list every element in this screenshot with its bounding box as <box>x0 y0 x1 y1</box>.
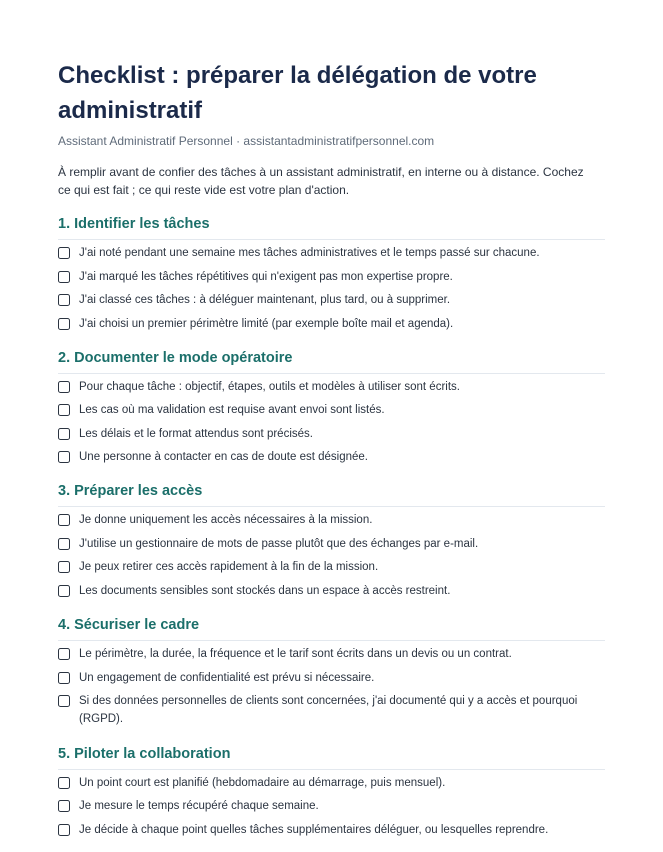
section-title: 5. Piloter la collaboration <box>58 744 605 770</box>
page-title: Checklist : préparer la délégation de votre administratif <box>58 62 537 124</box>
checklist-item-label: Le périmètre, la durée, la fréquence et le tarif sont écrits dans un devis ou un contrat. <box>79 648 512 661</box>
checklist-section <box>58 744 605 839</box>
checkbox-icon[interactable] <box>58 800 70 812</box>
checkbox-icon[interactable] <box>58 824 70 836</box>
checklist-item <box>58 535 599 553</box>
checklist-item-label: Les délais et le format attendus sont précisés. <box>79 427 313 440</box>
checklist-item-label: J'ai classé ces tâches : à déléguer maintenant, plus tard, ou à supprimer. <box>79 294 451 306</box>
checklist-item-label: Je décide à chaque point quelles tâches supplémentaires déléguer, ou lesquelles reprendre. <box>79 823 549 836</box>
checklist-items <box>58 378 605 467</box>
checklist-item-label: Si des données personnelles de clients sont concernées, j'ai documenté qui y a accès et pourquoi (RGPD). <box>79 695 578 726</box>
checklist-item <box>58 692 599 728</box>
checklist-item-label: J'ai marqué les tâches répétitives qui n'exigent pas mon expertise propre. <box>79 270 453 283</box>
checklist-section <box>58 348 605 467</box>
intro-paragraph: À remplir avant de confier des tâches à un assistant administratif, en interne ou à distance. Cochez ce qui est fait ; ce qui reste vide est votre plan d'action. <box>58 165 584 197</box>
checklist-item-label: Un engagement de confidentialité est prévu si nécessaire. <box>79 671 375 684</box>
checkbox-icon[interactable] <box>58 404 70 416</box>
checklist-item <box>58 291 599 309</box>
section-title: 2. Documenter le mode opératoire <box>58 348 605 374</box>
section-title: 3. Préparer les accès <box>58 481 605 507</box>
checklist-item-label: Les cas où ma validation est requise avant envoi sont listés. <box>79 404 385 417</box>
checkbox-icon[interactable] <box>58 294 70 306</box>
checkbox-icon[interactable] <box>58 585 70 597</box>
checklist-item <box>58 774 599 792</box>
checklist-item-label: Je donne uniquement les accès nécessaires à la mission. <box>79 514 373 527</box>
checklist-item <box>58 378 599 396</box>
checkbox-icon[interactable] <box>58 318 70 330</box>
checklist-item <box>58 558 599 576</box>
checkbox-icon[interactable] <box>58 538 70 550</box>
checkbox-icon[interactable] <box>58 695 70 707</box>
checkbox-icon[interactable] <box>58 777 70 789</box>
checklist-item-label: Une personne à contacter en cas de doute est désignée. <box>79 451 368 464</box>
checklist-item-label: Un point court est planifié (hebdomadaire au démarrage, puis mensuel). <box>79 776 446 789</box>
checklist-item <box>58 244 599 262</box>
checklist-item <box>58 645 599 663</box>
checklist-item-label: Je mesure le temps récupéré chaque semaine. <box>79 800 319 813</box>
checklist-item <box>58 401 599 419</box>
checklist-item-label: J'ai choisi un premier périmètre limité (par exemple boîte mail et agenda). <box>79 317 454 330</box>
checklist-item <box>58 315 599 333</box>
checkbox-icon[interactable] <box>58 648 70 660</box>
checklist-item <box>58 448 599 466</box>
checklist-item <box>58 511 599 529</box>
checkbox-icon[interactable] <box>58 672 70 684</box>
checklist-item-label: J'utilise un gestionnaire de mots de passe plutôt que des échanges par e-mail. <box>79 537 479 550</box>
section-title: 1. Identifier les tâches <box>58 214 605 240</box>
checklist-items <box>58 511 605 600</box>
checklist-item <box>58 797 599 815</box>
checklist-item-label: J'ai noté pendant une semaine mes tâches administratives et le temps passé sur chacune. <box>79 247 540 259</box>
checklist-item <box>58 582 599 600</box>
checkbox-icon[interactable] <box>58 451 70 463</box>
checklist-items <box>58 244 605 333</box>
checklist-section <box>58 481 605 600</box>
checklist-item <box>58 821 599 839</box>
checkbox-icon[interactable] <box>58 428 70 440</box>
checklist-items <box>58 774 605 839</box>
checklist-section <box>58 615 605 728</box>
checkbox-icon[interactable] <box>58 561 70 573</box>
checklist-section <box>58 214 605 333</box>
checklist-item <box>58 669 599 687</box>
checklist-item-label: Pour chaque tâche : objectif, étapes, outils et modèles à utiliser sont écrits. <box>79 380 460 393</box>
checklist-items <box>58 645 605 728</box>
checkbox-icon[interactable] <box>58 514 70 526</box>
checklist-item <box>58 425 599 443</box>
sections-container <box>58 214 605 839</box>
checklist-item-label: Je peux retirer ces accès rapidement à la fin de la mission. <box>79 561 379 574</box>
page-subtitle: Assistant Administratif Personnel · assistantadministratifpersonnel.com <box>58 134 435 148</box>
checkbox-icon[interactable] <box>58 271 70 283</box>
checklist-item <box>58 268 599 286</box>
checkbox-icon[interactable] <box>58 381 70 393</box>
checkbox-icon[interactable] <box>58 247 70 259</box>
checklist-item-label: Les documents sensibles sont stockés dans un espace à accès restreint. <box>79 584 451 597</box>
section-title: 4. Sécuriser le cadre <box>58 615 605 641</box>
